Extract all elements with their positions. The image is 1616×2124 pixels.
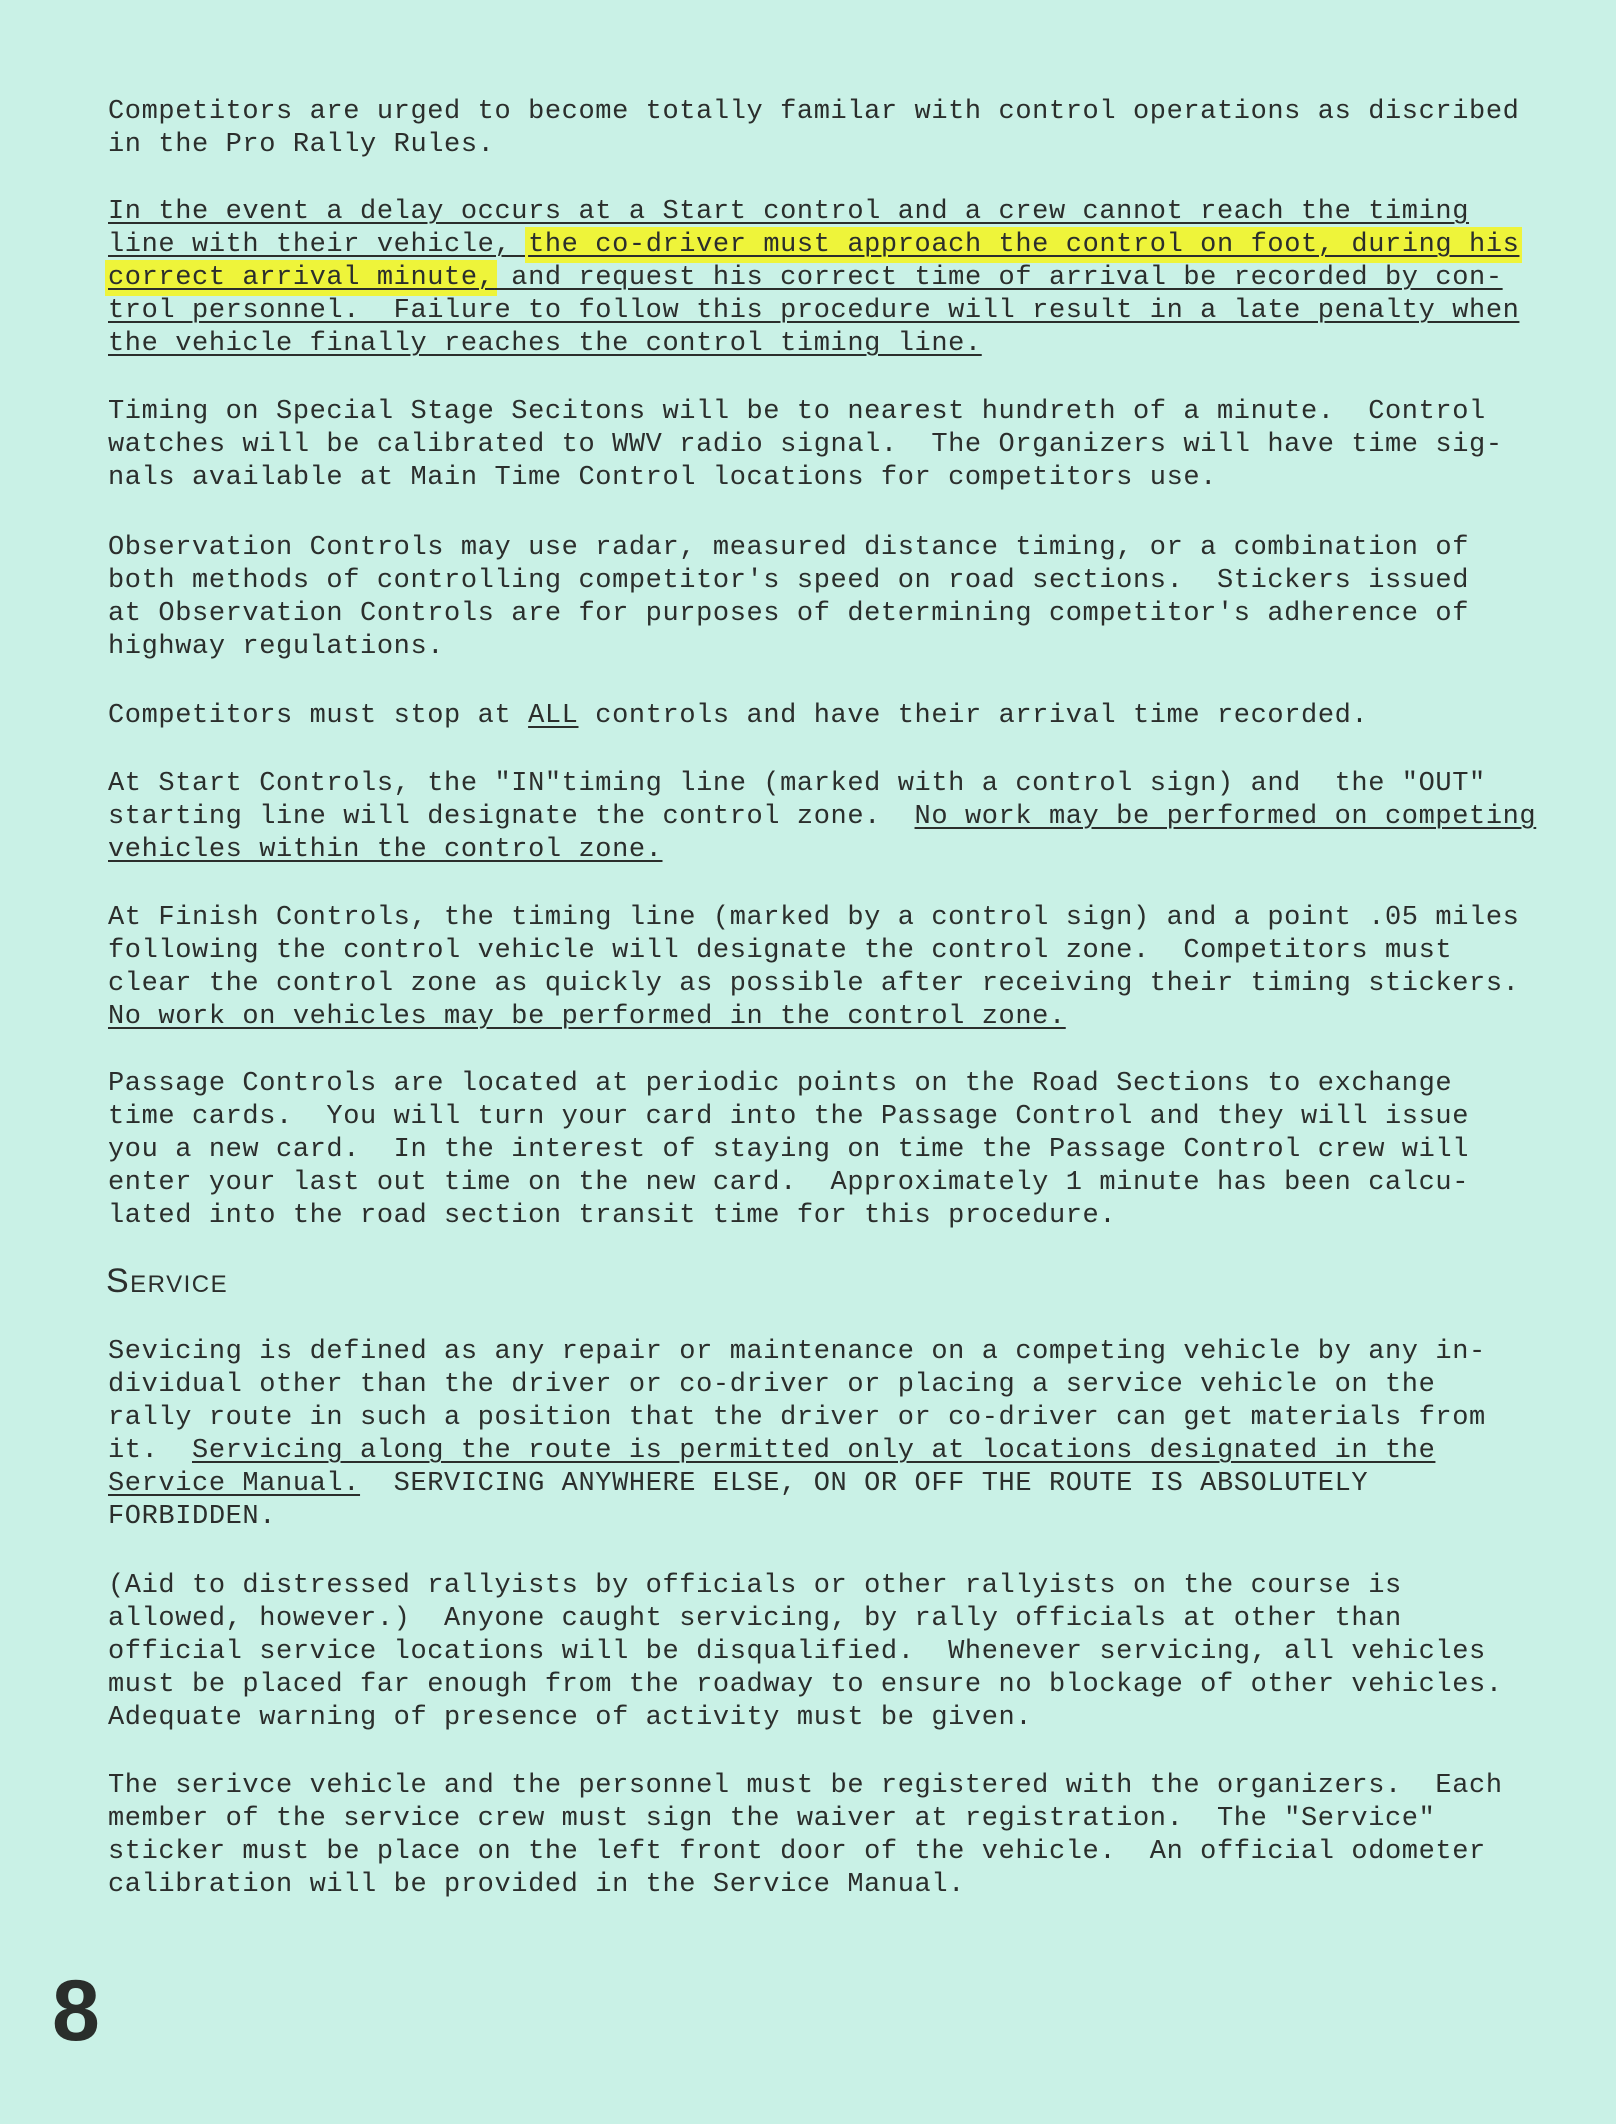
paragraph-control-familiarity: Competitors are urged to become totally familar with control operations as discribed in the Pro Rally Rules. <box>108 97 1520 160</box>
paragraph-observation-controls: Observation Controls may use radar, measured distance timing, or a combination of both methods of controlling competitor's speed on road sections. Stickers issued at Observation Controls are for purposes of determining competitor's adherence of highway regulations. <box>108 533 1470 662</box>
paragraph-stop-all-controls: Competitors must stop at ALL controls and have their arrival time recorded. <box>108 701 1369 731</box>
paragraph-servicing-definition: Sevicing is defined as any repair or maintenance on a competing vehicle by any in- dividual other than the driver or co-driver or placing a service vehicle on the rally route in such a position that the driver or co-driver can get materials from it. Servicing along the route is permitted only at locations designated in the Service Manual. SERVICING ANYWHERE ELSE, ON OR OFF THE ROUTE IS ABSOLUTELY FORBIDDEN. <box>108 1337 1486 1532</box>
page-number: 8 <box>52 1963 100 2059</box>
paragraph-start-controls: At Start Controls, the "IN"timing line (marked with a control sign) and the "OUT" starting line will designate the control zone. No work may be performed on competing vehicles within the control zone. <box>108 769 1537 865</box>
paragraph-service-registration: The serivce vehicle and the personnel must be registered with the organizers. Each member of the service crew must sign the waiver at registration. The "Service" sticker must be place on the left front door of the vehicle. An official odometer calibration will be provided in the Service Manual. <box>108 1771 1503 1900</box>
paragraph-timing: Timing on Special Stage Secitons will be to nearest hundreth of a minute. Control watches will be calibrated to WWV radio signal. The Organizers will have time sig- nals available at Main Time Control locations for competitors use. <box>108 397 1503 493</box>
highlighted-text: correct arrival minute, <box>108 263 495 293</box>
paragraph-finish-controls: At Finish Controls, the timing line (marked by a control sign) and a point .05 miles following the control vehicle will designate the control zone. Competitors must clear the control zone as quickly as possible after receiving their timing stickers. No work on vehicles may be performed in the control zone. <box>108 903 1520 1032</box>
paragraph-aid-to-rallyists: (Aid to distressed rallyists by officials or other rallyists on the course is allowed, however.) Anyone caught servicing, by rally officials at other than official service locations will be disqualified. Whenever servicing, all vehicles must be placed far enough from the roadway to ensure no blockage of other vehicles. Adequate warning of presence of activity must be given. <box>108 1571 1503 1733</box>
section-heading-service: Service <box>106 1262 229 1300</box>
highlighted-text: the co-driver must approach the control on foot, during his <box>528 230 1520 260</box>
paragraph-start-control-delay: In the event a delay occurs at a Start control and a crew cannot reach the timing line with their vehicle, the co-driver must approach the control on foot, during his correct arrival minute, and request his correct time of arrival be recorded by con- trol personnel. Failure to follow this procedure will result in a late penalty when the vehicle finally reaches the control timing line. <box>108 197 1520 359</box>
paragraph-passage-controls: Passage Controls are located at periodic points on the Road Sections to exchange time cards. You will turn your card into the Passage Control and they will issue you a new card. In the interest of staying on time the Passage Control crew will enter your last out time on the new card. Approximately 1 minute has been calcu- lated into the road section transit time for this procedure. <box>108 1069 1470 1231</box>
